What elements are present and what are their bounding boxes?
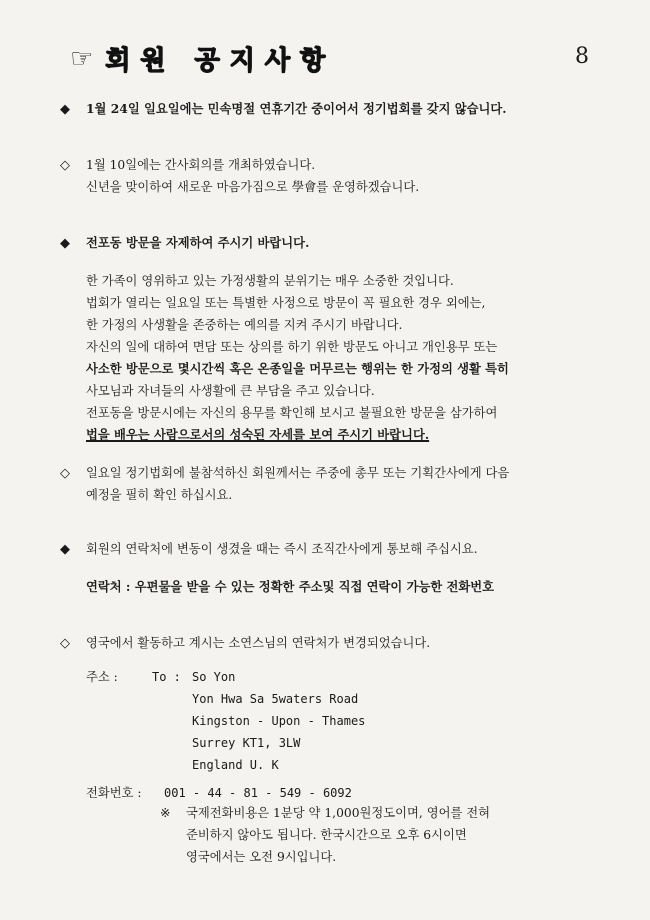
address-line: Kingston - Upon - Thames — [192, 714, 366, 728]
phone-note-line: 영국에서는 오전 9시입니다. — [186, 850, 337, 864]
notice-uk: 영국에서 활동하고 계시는 소연스님의 연락처가 변경되었습니다. — [86, 636, 431, 650]
notice-meeting-line-2: 신년을 맞이하여 새로운 마음가짐으로 學會를 운영하겠습니다. — [86, 180, 420, 194]
notice-meeting-line-1: 1월 10일에는 간사회의를 개최하였습니다. — [86, 158, 316, 172]
paragraph-line: 사모님과 자녀들의 사생활에 큰 부담을 주고 있습니다. — [86, 384, 375, 398]
bullet-filled-diamond-icon: ◆ — [60, 542, 70, 557]
paragraph-line: 자신의 일에 대하여 면담 또는 상의를 하기 위한 방문도 아니고 개인용무 또는 — [86, 340, 498, 354]
bullet-hollow-diamond-icon: ◇ — [60, 466, 70, 481]
bullet-filled-diamond-icon: ◆ — [60, 236, 70, 251]
address-line: England U. K — [192, 758, 279, 772]
paragraph-line-emphasis: 법을 배우는 사람으로서의 성숙된 자세를 보여 주시기 바랍니다. — [86, 427, 430, 442]
pointing-hand-icon: ☞ — [70, 43, 94, 74]
notice-visit-heading: 전포동 방문을 자제하여 주시기 바랍니다. — [86, 235, 310, 250]
phone-label: 전화번호 : — [86, 786, 142, 800]
address-label: 주소 : — [86, 670, 118, 684]
page-title: 회원 공지사항 — [105, 46, 336, 76]
bullet-hollow-diamond-icon: ◇ — [60, 158, 70, 173]
contact-requirement: 연락처 : 우편물을 받을 수 있는 정확한 주소및 직접 연락이 가능한 전화번호 — [86, 579, 494, 594]
address-to-label: To : — [152, 670, 181, 684]
address-line: Surrey KT1, 3LW — [192, 736, 301, 750]
notice-sunday-line-2: 예정을 필히 확인 하십시요. — [86, 488, 233, 502]
notice-contact: 회원의 연락처에 변동이 생겼을 때는 즉시 조직간사에게 통보해 주십시요. — [86, 542, 478, 556]
page-number: 8 — [575, 44, 589, 69]
paragraph-line: 법회가 열리는 일요일 또는 특별한 사정으로 방문이 꼭 필요한 경우 외에는, — [86, 296, 486, 310]
note-mark-icon: ※ — [160, 806, 171, 820]
address-line: So Yon — [192, 670, 236, 684]
page-header — [70, 40, 335, 77]
bullet-filled-diamond-icon: ◆ — [60, 102, 70, 117]
notice-holiday: 1월 24일 일요일에는 민속명절 연휴기간 중이어서 정기법회를 갖지 않습니다. — [86, 101, 507, 116]
paragraph-line: 전포동을 방문시에는 자신의 용무를 확인해 보시고 불필요한 방문을 삼가하여 — [86, 406, 498, 420]
notice-sunday-line-1: 일요일 정기법회에 불참석하신 회원께서는 주중에 총무 또는 기획간사에게 다음 — [86, 466, 510, 480]
phone-note-line: 국제전화비용은 1분당 약 1,000원정도이며, 영어를 전혀 — [186, 806, 491, 820]
paragraph-line: 사소한 방문으로 몇시간씩 혹은 온종일을 머무르는 행위는 한 가정의 생활 특히 — [86, 361, 509, 376]
paragraph-line: 한 가정의 사생활을 존중하는 예의를 지켜 주시기 바랍니다. — [86, 318, 403, 332]
phone-number: 001 - 44 - 81 - 549 - 6092 — [164, 786, 352, 800]
phone-note-line: 준비하지 않아도 됩니다. 한국시간으로 오후 6시이면 — [186, 828, 467, 842]
paragraph-line: 한 가족이 영위하고 있는 가정생활의 분위기는 매우 소중한 것입니다. — [86, 274, 454, 288]
bullet-hollow-diamond-icon: ◇ — [60, 636, 70, 651]
address-line: Yon Hwa Sa 5waters Road — [192, 692, 359, 706]
